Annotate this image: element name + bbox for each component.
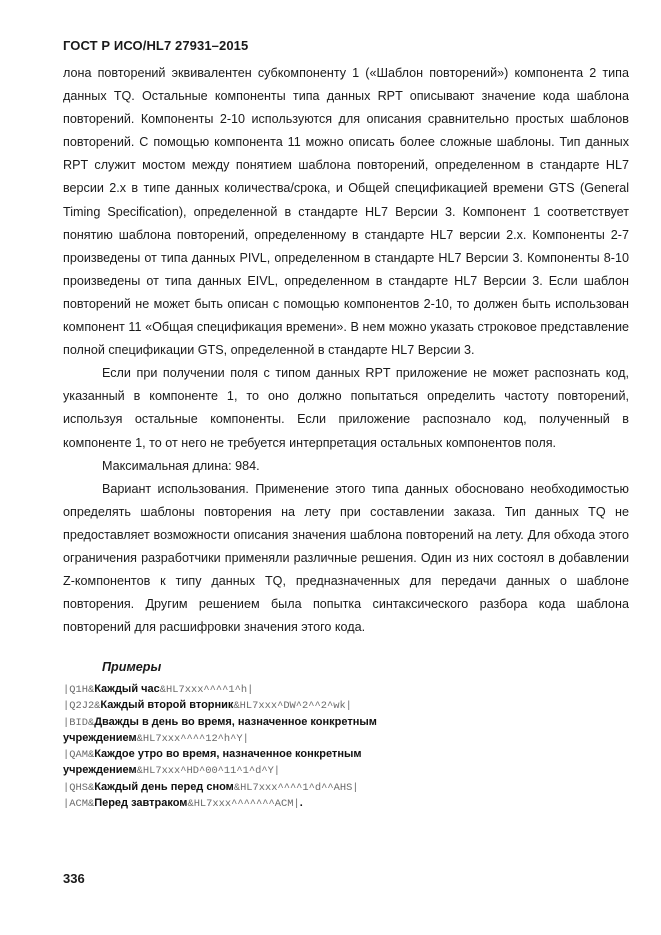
example-segment: &HL7xxx^^^^12^h^Y| bbox=[136, 732, 249, 745]
example-segment: Каждый второй вторник bbox=[100, 699, 234, 712]
example-segment: учреждением bbox=[63, 764, 137, 777]
example-segment: |BID& bbox=[63, 716, 95, 729]
example-segment: &HL7xxx^HD^00^11^1^d^Y| bbox=[136, 765, 281, 778]
example-segment: |Q1H& bbox=[63, 684, 95, 696]
example-segment: Каждый час bbox=[94, 683, 160, 695]
example-line bbox=[63, 763, 633, 779]
paragraph-max-length: Максимальная длина: 984. bbox=[102, 458, 260, 473]
paragraph-1: лона повторений эквивалентен субкомпоненту 1 («Шаблон повторений») компонента 2 типа данных TQ. Остальные компоненты типа данных RPT описывают значение кода шаблона повторений. Компоненты 2-10 используются для описания сравнительно простых шаблонов повторений. С помощью компонента 11 можно описать более сложные шаблоны. Тип данных RPT служит мостом между понятием шаблона повторений, определенном в стандарте HL7 версии 2.x в типе данных количества/срока, и Общей спецификацией времени GTS (General Timing Specification), определенной в стандарте HL7 Версии 3. Компонент 1 соответствует понятию шаблона повторений, определенному в стандарте HL7 версии 2.x. Компоненты 2-7 произведены от типа данных PIVL, определенном в стандарте HL7 Версии 3. Компоненты 8-10 произведены от типа данных EIVL, определенном в стандарте HL7 Версии 3. Если шаблон повторений не может быть описан с помощью компонентов 2-10, то должен быть использован компонент 11 «Общая спецификация времени». В нем можно указать строковое представление полной спецификации GTS, определенной в стандарте HL7 Версии 3. bbox=[63, 66, 629, 358]
example-segment: . bbox=[299, 797, 303, 810]
example-segment: &HL7xxx^^^^1^h| bbox=[159, 684, 254, 696]
example-segment: Перед завтраком bbox=[94, 797, 188, 810]
example-segment: Каждое утро во время, назначенное конкретным bbox=[94, 748, 362, 761]
example-segment: &HL7xxx^^^^1^d^^AHS| bbox=[233, 781, 359, 794]
example-segment: &HL7xxx^^^^^^^ACM| bbox=[187, 798, 300, 811]
example-segment: |ACM& bbox=[63, 798, 95, 811]
example-line bbox=[63, 780, 633, 796]
document-header: ГОСТ Р ИСО/HL7 27931–2015 bbox=[63, 38, 249, 53]
page-number: 336 bbox=[63, 871, 85, 886]
example-segment: |Q2J2& bbox=[63, 700, 101, 713]
example-line bbox=[63, 682, 633, 698]
example-segment: |QHS& bbox=[63, 781, 95, 794]
examples-code-block bbox=[63, 682, 633, 812]
paragraph-use-case: Вариант использования. Применение этого типа данных обосновано необходимостью определять шаблоны повторения на лету при составлении заказа. Тип данных TQ не предоставляет возможности описания значения шаблона повторений на лету. Для обхода этого ограничения разработчики применяли различные решения. Один из них состоял в добавлении Z-компонентов к типу данных TQ, предназначенных для передачи данных о шаблоне повторения. Другим решением была попытка синтаксического разбора кода шаблона повторений для расшифровки значения этого кода. bbox=[63, 481, 629, 635]
example-line bbox=[63, 731, 633, 747]
example-line bbox=[63, 715, 633, 731]
example-segment: |QAM& bbox=[63, 749, 95, 762]
example-segment: Каждый день перед сном bbox=[94, 780, 234, 793]
examples-title: Примеры bbox=[102, 660, 162, 674]
example-segment: Дважды в день во время, назначенное конкретным bbox=[94, 715, 377, 728]
example-line bbox=[63, 796, 633, 812]
paragraph-2: Если при получении поля с типом данных RPT приложение не может распознать код, указанный в компоненте 1, то оно должно попытаться определить частоту повторений, используя остальные компоненты. Если приложение распознало код, полученный в компоненте 1, то от него не требуется интерпретация остальных компонентов поля. bbox=[63, 366, 629, 450]
example-segment: учреждением bbox=[63, 731, 137, 744]
example-line bbox=[63, 698, 633, 714]
example-segment: &HL7xxx^DW^2^^2^wk| bbox=[233, 700, 352, 713]
body-text bbox=[63, 62, 629, 639]
example-line bbox=[63, 747, 633, 763]
